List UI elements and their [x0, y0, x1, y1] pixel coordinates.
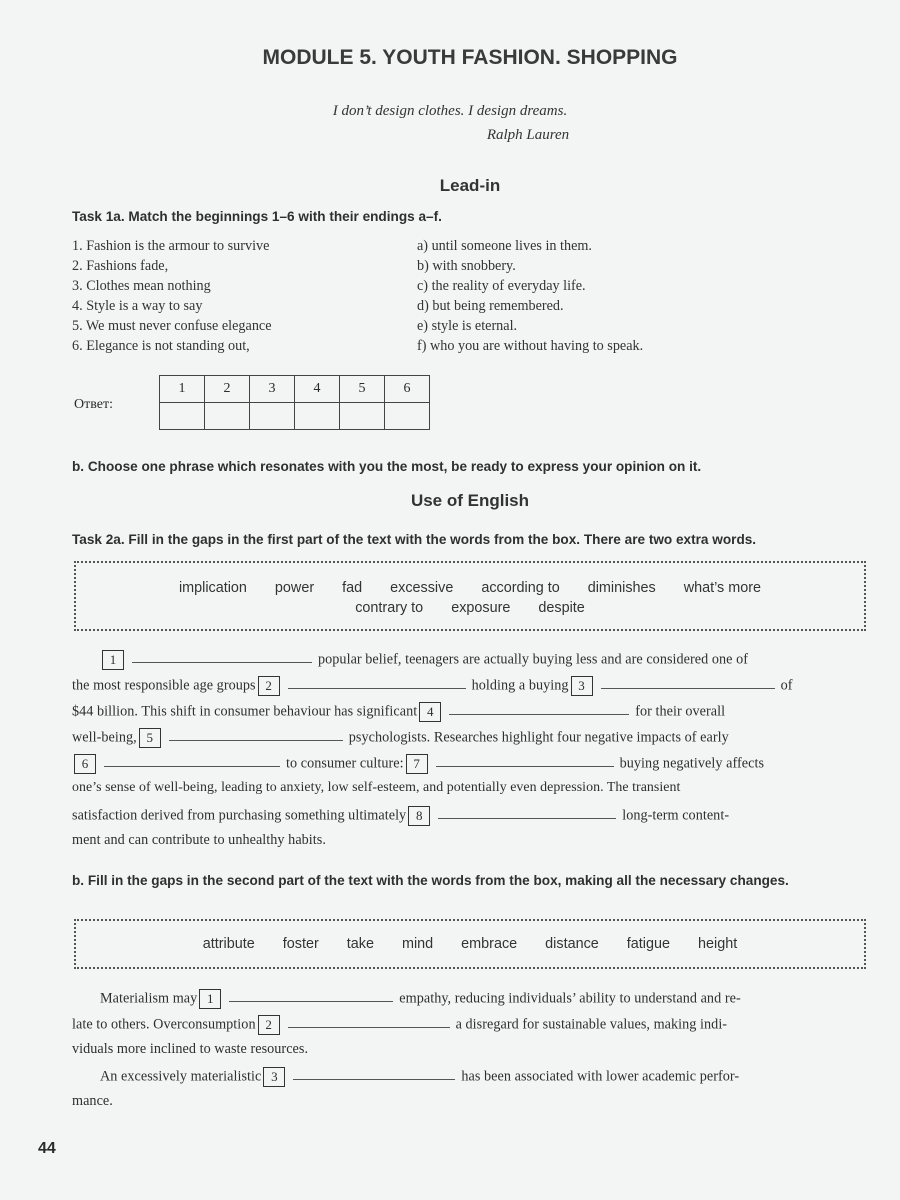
page-number: 44 — [38, 1140, 56, 1157]
box-word: mind — [401, 936, 434, 952]
text1-line: the most responsible age groups 2 holding a buying 3 of — [72, 676, 867, 696]
box-word: attribute — [202, 936, 255, 952]
answer-header-cell: 4 — [295, 376, 340, 403]
gap-blank[interactable] — [438, 808, 616, 819]
answer-header-cell: 2 — [205, 376, 250, 403]
gap-number: 1 — [199, 989, 221, 1009]
word-box-1 — [74, 561, 866, 631]
text2-line: viduals more inclined to waste resources. — [72, 1041, 309, 1057]
answer-cell[interactable] — [295, 403, 340, 430]
epigraph-author: Ralph Lauren — [486, 127, 570, 143]
leadin-heading: Lead-in — [439, 176, 501, 195]
gap-number: 3 — [571, 676, 593, 696]
box-word: implication — [178, 580, 247, 596]
answer-label: Ответ: — [74, 397, 113, 412]
gap-number: 4 — [419, 702, 441, 722]
gap-number: 3 — [263, 1067, 285, 1087]
epigraph-quote: I don’t design clothes. I design dreams. — [332, 103, 568, 119]
box-word: diminishes — [587, 580, 656, 596]
gap-blank[interactable] — [293, 1069, 455, 1080]
word-box-2 — [74, 919, 866, 969]
gap-blank[interactable] — [288, 678, 466, 689]
beginning-item: 1. Fashion is the armour to survive — [72, 238, 270, 254]
gap-blank[interactable] — [104, 756, 280, 767]
box-word: fad — [342, 580, 363, 596]
beginning-item: 3. Clothes mean nothing — [72, 278, 211, 294]
text1-line: ment and can contribute to unhealthy habits. — [72, 832, 326, 848]
gap-number: 7 — [406, 754, 428, 774]
answer-cell[interactable] — [205, 403, 250, 430]
answer-cell[interactable] — [160, 403, 205, 430]
answer-header-cell: 1 — [160, 376, 205, 403]
box-word: power — [274, 580, 315, 596]
text1-line: one’s sense of well-being, leading to anxiety, low self-esteem, and potentially even depression. The transient — [72, 780, 681, 795]
ending-item: e) style is eternal. — [417, 318, 518, 334]
use-of-english-heading: Use of English — [410, 491, 530, 510]
text2-line: Materialism may 1 empathy, reducing individuals’ ability to understand and re- — [72, 989, 867, 1009]
ending-item: f) who you are without having to speak. — [417, 338, 644, 354]
text1-line: 1 popular belief, teenagers are actually buying less and are considered one of — [72, 650, 867, 670]
box-word: exposure — [451, 600, 511, 616]
answer-header-cell: 3 — [250, 376, 295, 403]
answer-table — [159, 375, 430, 430]
box-word: embrace — [461, 936, 518, 952]
text1-line: 6 to consumer culture: 7 buying negatively affects — [72, 754, 867, 774]
module-title: MODULE 5. YOUTH FASHION. SHOPPING — [262, 46, 678, 69]
text1-line: well-being, 5 psychologists. Researches highlight four negative impacts of early — [72, 728, 867, 748]
answer-cell[interactable] — [385, 403, 430, 430]
ending-item: d) but being remembered. — [417, 298, 564, 314]
answer-cell[interactable] — [250, 403, 295, 430]
gap-blank[interactable] — [288, 1017, 450, 1028]
box-word: excessive — [390, 580, 454, 596]
task-1b-instruction: b. Choose one phrase which resonates with you the most, be ready to express your opinion on it. — [72, 459, 702, 474]
box-word: according to — [481, 580, 560, 596]
ending-item: b) with snobbery. — [417, 258, 516, 274]
box-word: height — [698, 936, 738, 952]
answer-header-cell: 5 — [340, 376, 385, 403]
gap-blank[interactable] — [449, 704, 629, 715]
gap-blank[interactable] — [436, 756, 614, 767]
box-word: contrary to — [355, 600, 424, 616]
text2-line: mance. — [72, 1093, 113, 1109]
gap-number: 1 — [102, 650, 124, 670]
answer-cell[interactable] — [340, 403, 385, 430]
box-word: fatigue — [626, 936, 670, 952]
text1-line: satisfaction derived from purchasing something ultimately 8 long-term content- — [72, 806, 867, 826]
task-2b-instruction: b. Fill in the gaps in the second part of the text with the words from the box, making all the necessary changes. — [72, 873, 789, 888]
beginning-item: 5. We must never confuse elegance — [72, 318, 272, 334]
gap-blank[interactable] — [169, 730, 343, 741]
ending-item: c) the reality of everyday life. — [417, 278, 586, 294]
gap-blank[interactable] — [601, 678, 775, 689]
gap-blank[interactable] — [229, 991, 393, 1002]
answer-header-cell: 6 — [385, 376, 430, 403]
gap-number: 5 — [139, 728, 161, 748]
beginnings-list — [72, 236, 272, 356]
box-word: despite — [538, 600, 585, 616]
box-word: foster — [282, 936, 319, 952]
task-2a-instruction: Task 2a. Fill in the gaps in the first part of the text with the words from the box. There are two extra words. — [72, 532, 757, 547]
text2-line: late to others. Overconsumption 2 a disregard for sustainable values, making indi- — [72, 1015, 867, 1035]
gap-number: 2 — [258, 676, 280, 696]
endings-list — [417, 236, 643, 356]
box-word: take — [346, 936, 374, 952]
box-word: distance — [545, 936, 599, 952]
ending-item: a) until someone lives in them. — [417, 238, 592, 254]
text1-line: $44 billion. This shift in consumer behaviour has significant 4 for their overall — [72, 702, 867, 722]
gap-number: 6 — [74, 754, 96, 774]
gap-number: 8 — [408, 806, 430, 826]
task-1a-instruction: Task 1a. Match the beginnings 1–6 with their endings a–f. — [72, 209, 442, 224]
gap-number: 2 — [258, 1015, 280, 1035]
beginning-item: 6. Elegance is not standing out, — [72, 338, 250, 354]
box-word: what’s more — [683, 580, 762, 596]
beginning-item: 2. Fashions fade, — [72, 258, 169, 274]
beginning-item: 4. Style is a way to say — [72, 298, 203, 314]
text2-line: An excessively materialistic 3 has been associated with lower academic perfor- — [72, 1067, 867, 1087]
gap-blank[interactable] — [132, 652, 312, 663]
